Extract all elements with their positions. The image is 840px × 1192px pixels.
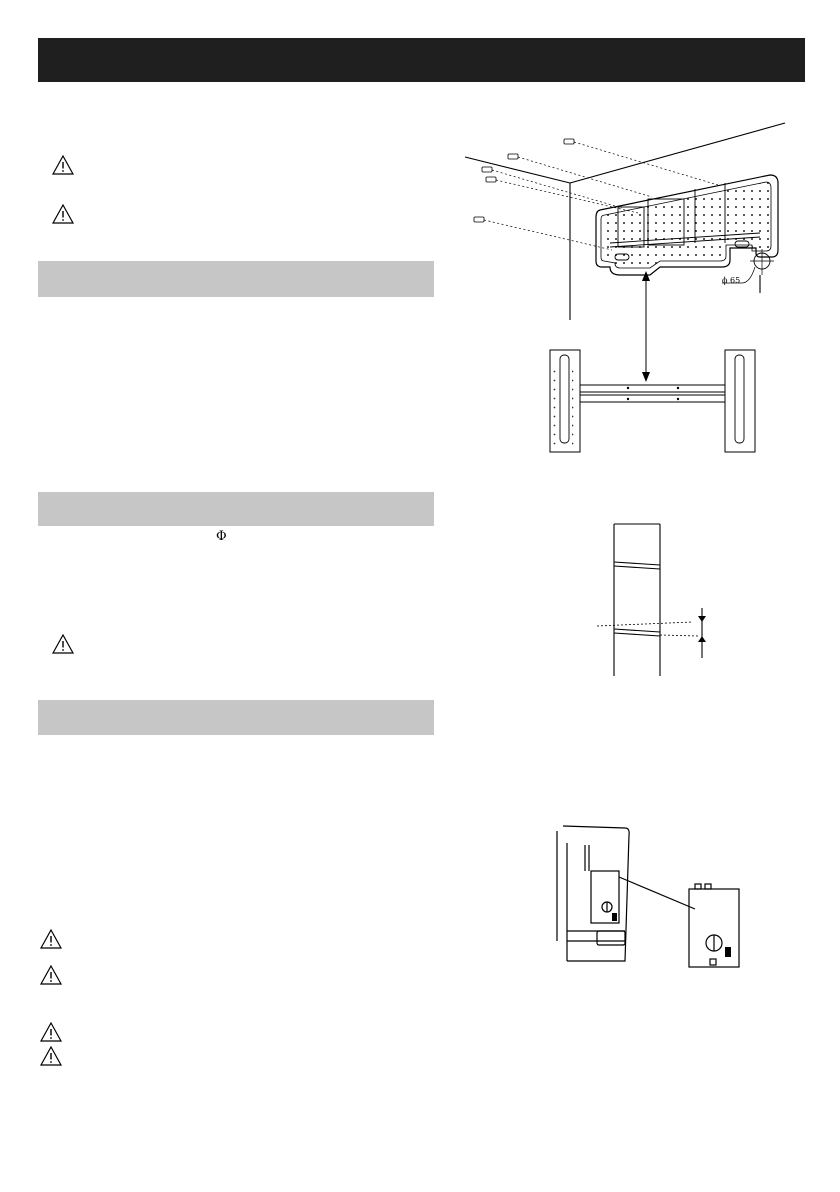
section-heading-bar <box>38 700 434 735</box>
warning-triangle-icon <box>40 1046 62 1066</box>
warning-triangle-icon <box>40 1022 62 1042</box>
warning-triangle-icon <box>40 965 62 985</box>
warning-triangle-icon <box>52 155 74 175</box>
warning-triangle-icon <box>40 929 62 949</box>
indoor-unit-figure <box>555 823 745 978</box>
section-heading-bar <box>38 261 434 297</box>
hole-diameter-label: ϕ 65 <box>722 276 741 285</box>
mounting-plate-figure <box>460 115 790 465</box>
section-heading-bar <box>38 492 434 526</box>
phi-symbol: Φ <box>216 529 227 544</box>
header-bar <box>38 38 805 82</box>
warning-triangle-icon <box>52 204 74 224</box>
level-marking-figure <box>592 518 722 685</box>
warning-triangle-icon <box>52 634 74 654</box>
